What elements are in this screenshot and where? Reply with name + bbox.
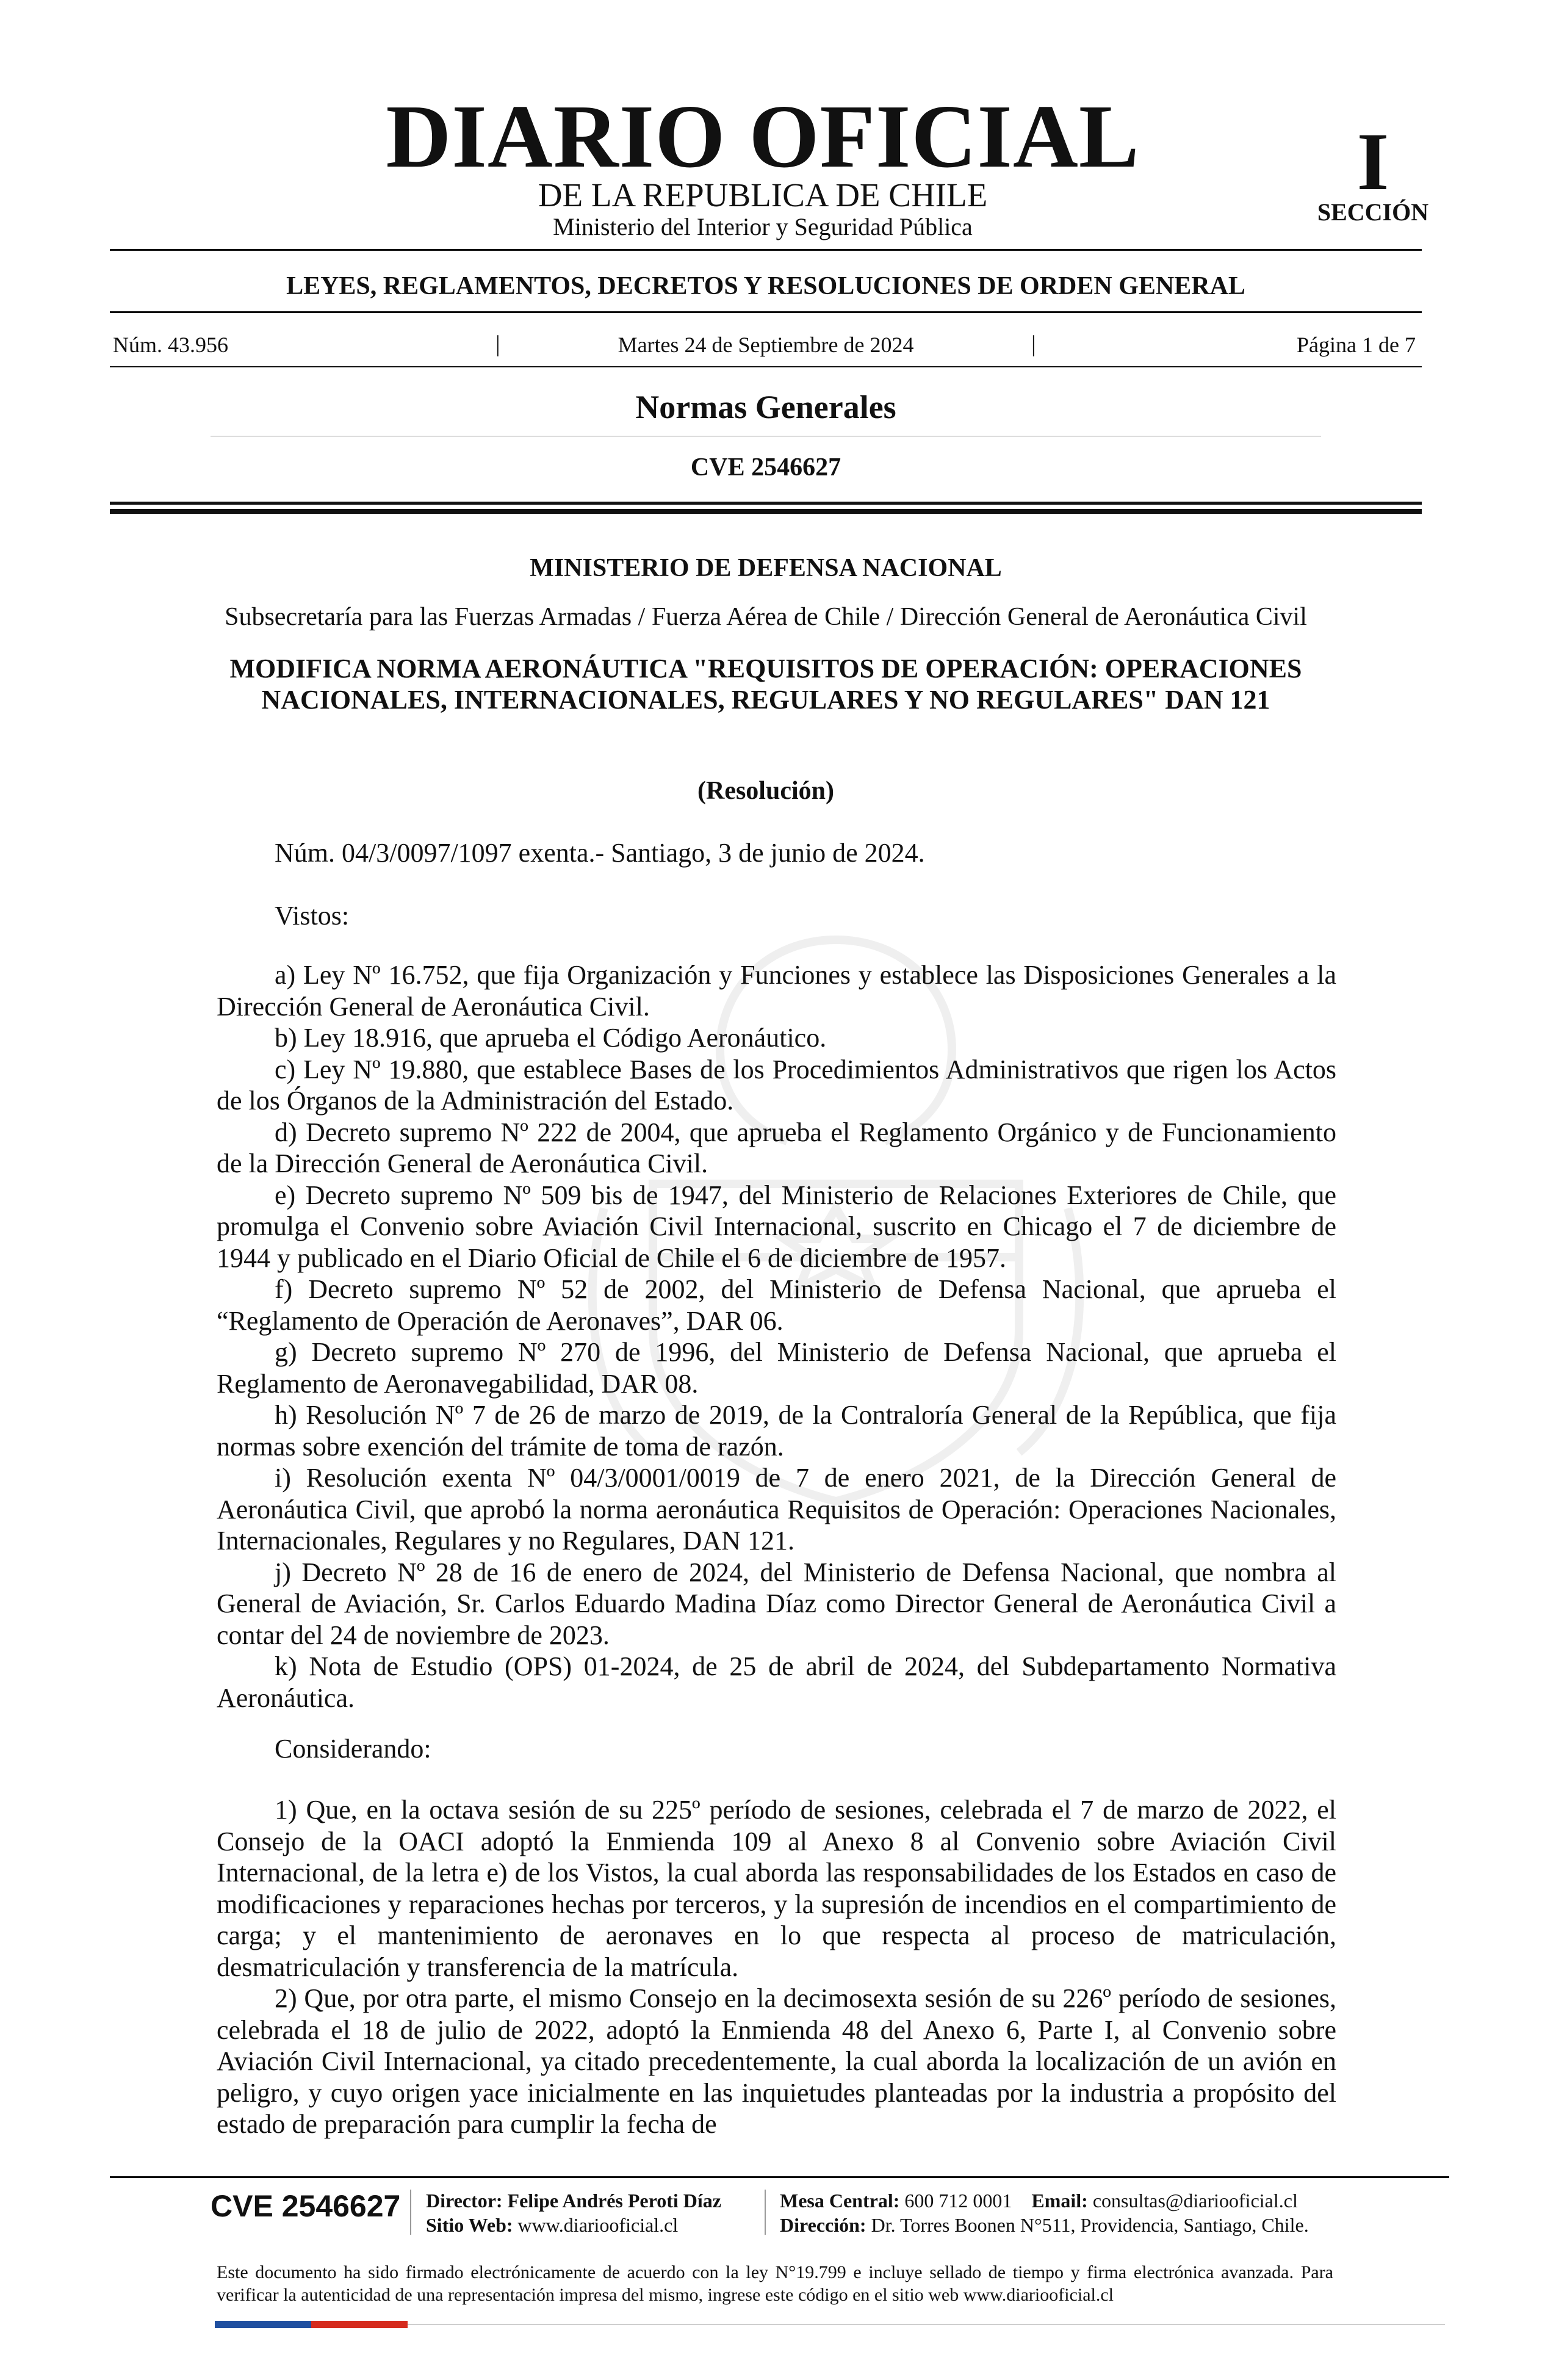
considerando-item: 1) Que, en la octava sesión de su 225º período de sesiones, celebrada el 7 de marzo de 2022, el Consejo de la OACI adoptó la Enmienda 109 al Anexo 8 al Convenio sobre Aviación Civil Internacional, de la letra e) de los Vistos, la cual aborda las responsabilidades de los Estados en caso de modificaciones y reparaciones hechas por terceros, y la supresión de incendios en el compartimiento de carga; y el mantenimiento de aeronaves en lo que respecta al proceso de matriculación, desmatriculación y transferencia de la matrícula. — [217, 1795, 1336, 1982]
masthead-ministry: Ministerio del Interior y Seguridad Pública — [553, 213, 973, 240]
vistos-list — [217, 959, 1336, 1714]
vistos-item: i) Resolución exenta Nº 04/3/0001/0019 de 7 de enero 2021, de la Dirección General de Aeronáutica Civil, que aprobó la norma aeronáutica Requisitos de Operación: Operaciones Nacionales, Internacionales, Regulares y no Regulares, DAN 121. — [217, 1463, 1336, 1556]
considerando-list — [217, 1794, 1336, 2140]
vistos-item: j) Decreto Nº 28 de 16 de enero de 2024, del Ministerio de Defensa Nacional, que nombra al General de Aviación, Sr. Carlos Eduardo Madina Díaz como Director General de Aeronáutica Civil a contar del 24 de noviembre de 2023. — [217, 1557, 1336, 1650]
masthead-subtitle: DE LA REPUBLICA DE CHILE — [538, 176, 988, 214]
double-rule-top — [110, 502, 1422, 505]
footer-rule — [110, 2176, 1449, 2178]
website-label: Sitio Web: — [426, 2214, 513, 2236]
vistos-item: c) Ley Nº 19.880, que establece Bases de los Procedimientos Administrativos que rigen los Actos de los Órganos de la Administración del Estado. — [217, 1054, 1336, 1116]
phone-label: Mesa Central: — [780, 2190, 900, 2212]
website-link[interactable]: www.diariooficial.cl — [517, 2214, 679, 2236]
flag-stripe-blue — [215, 2321, 311, 2328]
address-text: Dr. Torres Boonen N°511, Providencia, Santiago, Chile. — [871, 2214, 1309, 2236]
footer-website — [426, 2215, 678, 2235]
section-heading: Normas Generales — [635, 389, 896, 425]
vistos-item: d) Decreto supremo Nº 222 de 2004, que aprueba el Reglamento Orgánico y de Funcionamiento de la Dirección General de Aeronáutica Civil. — [217, 1117, 1336, 1178]
cve-code: CVE 2546627 — [690, 453, 841, 481]
footer-address — [780, 2215, 1309, 2235]
director-label: Director: — [426, 2190, 503, 2212]
phone-number: 600 712 0001 — [904, 2190, 1012, 2212]
subsecretaria-line: Subsecretaría para las Fuerzas Armadas / Fuerza Aérea de Chile / Dirección General de Aeronáutica Civil — [225, 603, 1307, 631]
document-title: MODIFICA NORMA AERONÁUTICA "REQUISITOS DE OPERACIÓN: OPERACIONES NACIONALES, INTERNACIONALES, REGULARES Y NO REGULARES" DAN 121 — [229, 654, 1302, 715]
vistos-item: k) Nota de Estudio (OPS) 01-2024, de 25 de abril de 2024, del Subdepartamento Normativa Aeronáutica. — [217, 1651, 1336, 1713]
issue-rule — [110, 366, 1422, 367]
document-type: (Resolución) — [697, 777, 834, 805]
footer-contact — [780, 2191, 1298, 2210]
masthead-rule — [110, 249, 1422, 251]
flag-stripe-line — [408, 2324, 1445, 2325]
email-label: Email: — [1031, 2190, 1088, 2212]
section-roman-numeral: I — [1356, 117, 1389, 207]
vistos-item: g) Decreto supremo Nº 270 de 1996, del Ministerio de Defensa Nacional, que aprueba el Reglamento de Aeronavegabilidad, DAR 08. — [217, 1337, 1336, 1399]
vistos-label: Vistos: — [275, 901, 350, 931]
resolution-number: Núm. 04/3/0097/1097 exenta.- Santiago, 3 de junio de 2024. — [275, 838, 925, 868]
footer-cve-code: CVE 2546627 — [211, 2189, 401, 2223]
page-indicator: Página 1 de 7 — [1297, 333, 1416, 357]
vistos-item: e) Decreto supremo Nº 509 bis de 1947, del Ministerio de Relaciones Exteriores de Chile, que promulga el Convenio sobre Aviación Civil Internacional, suscrito en Chicago el 7 de diciembre de 1944 y publicado en el Diario Oficial de Chile el 6 de diciembre de 1957. — [217, 1180, 1336, 1273]
category-heading: LEYES, REGLAMENTOS, DECRETOS Y RESOLUCIONES DE ORDEN GENERAL — [286, 272, 1245, 300]
vistos-item: b) Ley 18.916, que aprueba el Código Aeronáutico. — [275, 1023, 827, 1053]
email-link[interactable]: consultas@diariooficial.cl — [1092, 2190, 1298, 2212]
section-label: SECCIÓN — [1317, 198, 1429, 226]
category-rule — [110, 311, 1422, 313]
considerando-item: 2) Que, por otra parte, el mismo Consejo en la decimosexta sesión de su 226º período de sesiones, celebrada el 18 de julio de 2022, adoptó la Enmienda 48 del Anexo 6, Parte I, al Convenio sobre Aviación Civil Internacional, ya citado precedentemente, la cual aborda la localización de un avión en peligro, y cuyo origen yace inicialmente en las inquietudes planteadas por la industria a propósito del estado de preparación para cumplir la fecha de — [217, 1983, 1336, 2139]
issue-separator: | — [495, 331, 500, 357]
masthead-title: DIARIO OFICIAL — [386, 87, 1140, 187]
vistos-item: h) Resolución Nº 7 de 26 de marzo de 2019, de la Contraloría General de la República, que fija normas sobre exención del trámite de toma de razón. — [217, 1400, 1336, 1462]
address-label: Dirección: — [780, 2214, 866, 2236]
flag-stripe-red — [311, 2321, 408, 2328]
legal-notice: Este documento ha sido firmado electrónicamente de acuerdo con la ley N°19.799 e incluye sellado de tiempo y firma electrónica avanzada. Para verificar la autenticidad de una representación impresa del mismo, ingrese este código en el sitio web www.diariooficial.cl — [217, 2262, 1333, 2305]
considerando-label: Considerando: — [275, 1734, 431, 1764]
double-rule-bottom — [110, 509, 1422, 514]
issue-separator: | — [1031, 331, 1036, 357]
issue-number: Núm. 43.956 — [113, 333, 228, 357]
vistos-item: f) Decreto supremo Nº 52 de 2002, del Ministerio de Defensa Nacional, que aprueba el “Reglamento de Operación de Aeronaves”, DAR 06. — [217, 1274, 1336, 1336]
footer-divider — [765, 2190, 766, 2235]
director-name: Felipe Andrés Peroti Díaz — [507, 2190, 721, 2212]
vistos-item: a) Ley Nº 16.752, que fija Organización y Funciones y establece las Disposiciones Generales a la Dirección General de Aeronáutica Civil. — [217, 960, 1336, 1022]
footer-divider — [410, 2190, 411, 2235]
heading-divider — [211, 436, 1321, 437]
ministry-heading: MINISTERIO DE DEFENSA NACIONAL — [530, 554, 1002, 582]
footer-director — [426, 2191, 721, 2210]
issue-date: Martes 24 de Septiembre de 2024 — [618, 333, 914, 357]
